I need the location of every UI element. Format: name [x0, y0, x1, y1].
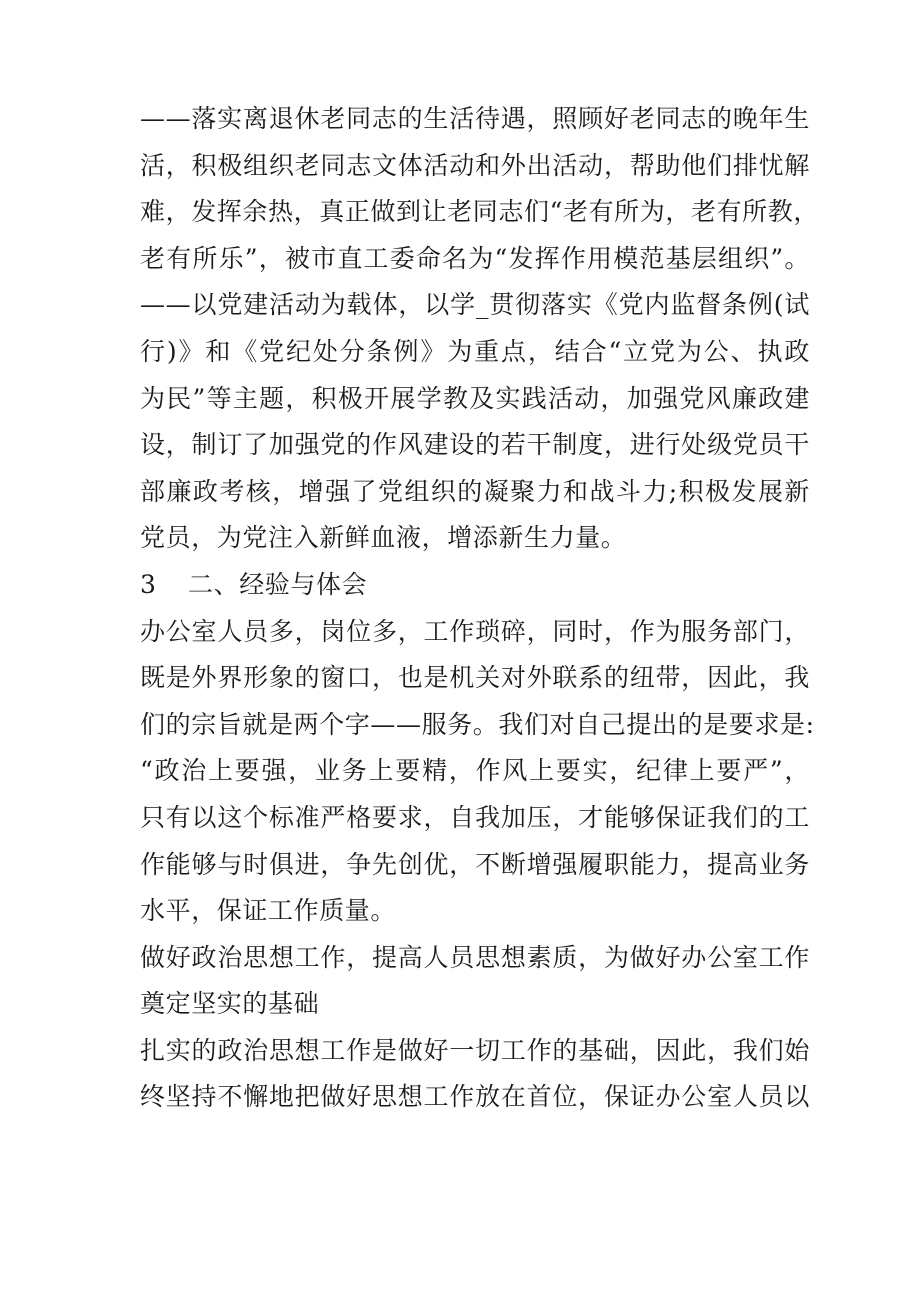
- text-line: 老有所乐”，被市直工委命名为“发挥作用模范基层组织”。: [140, 243, 810, 273]
- section-heading-text: 二、经验与体会: [188, 569, 368, 599]
- text-line: 水平，保证工作质量。: [140, 896, 397, 926]
- text-line: ——落实离退休老同志的生活待遇，照顾好老同志的晚年生: [140, 104, 810, 133]
- text-line: 部廉政考核，增强了党组织的凝聚力和战斗力;积极发展新: [140, 476, 810, 506]
- text-line: 做好政治思想工作，提高人员思想素质，为做好办公室工作: [140, 942, 810, 972]
- text-line: 们的宗旨就是两个字——服务。我们对自己提出的是要求是:: [140, 709, 815, 739]
- text-line: 作能够与时俱进，争先创优，不断增强履职能力，提高业务: [140, 849, 810, 879]
- section-heading-number: 3: [140, 569, 157, 599]
- document-body: [140, 96, 819, 1121]
- text-line: 既是外界形象的窗口，也是机关对外联系的纽带，因此，我: [140, 663, 810, 693]
- text-line: 扎实的政治思想工作是做好一切工作的基础，因此，我们始: [140, 1035, 810, 1065]
- text-line: ——以党建活动为载体，以学_贯彻落实《党内监督条例(试: [140, 290, 810, 320]
- paragraph-political-foundation: [140, 1028, 810, 1121]
- text-line: 终坚持不懈地把做好思想工作放在首位，保证办公室人员以: [140, 1082, 810, 1112]
- paragraph-retired-cadres: [140, 96, 819, 282]
- text-line: 党员，为党注入新鲜血液，增添新生力量。: [140, 523, 627, 553]
- paragraph-office-service: [140, 609, 815, 935]
- text-line: 办公室人员多，岗位多，工作琐碎，同时，作为服务部门，: [140, 616, 810, 646]
- section-heading: [140, 562, 810, 609]
- text-line: 为民”等主题，积极开展学教及实践活动，加强党风廉政建: [140, 383, 810, 413]
- paragraph-party-building: [140, 282, 810, 562]
- text-line: 难，发挥余热，真正做到让老同志们“老有所为，老有所教，: [140, 197, 819, 227]
- text-line: 活，积极组织老同志文体活动和外出活动，帮助他们排忧解: [140, 150, 810, 180]
- text-line: 设，制订了加强党的作风建设的若干制度，进行处级党员干: [140, 430, 810, 460]
- text-line: 奠定坚实的基础: [140, 989, 320, 1019]
- text-line: 只有以这个标准严格要求，自我加压，才能够保证我们的工: [140, 802, 810, 832]
- paragraph-subheading-political-work: [140, 935, 810, 1028]
- text-line: “政治上要强，业务上要精，作风上要实，纪律上要严”，: [140, 756, 810, 786]
- text-line: 行)》和《党纪处分条例》为重点，结合“立党为公、执政: [140, 336, 810, 366]
